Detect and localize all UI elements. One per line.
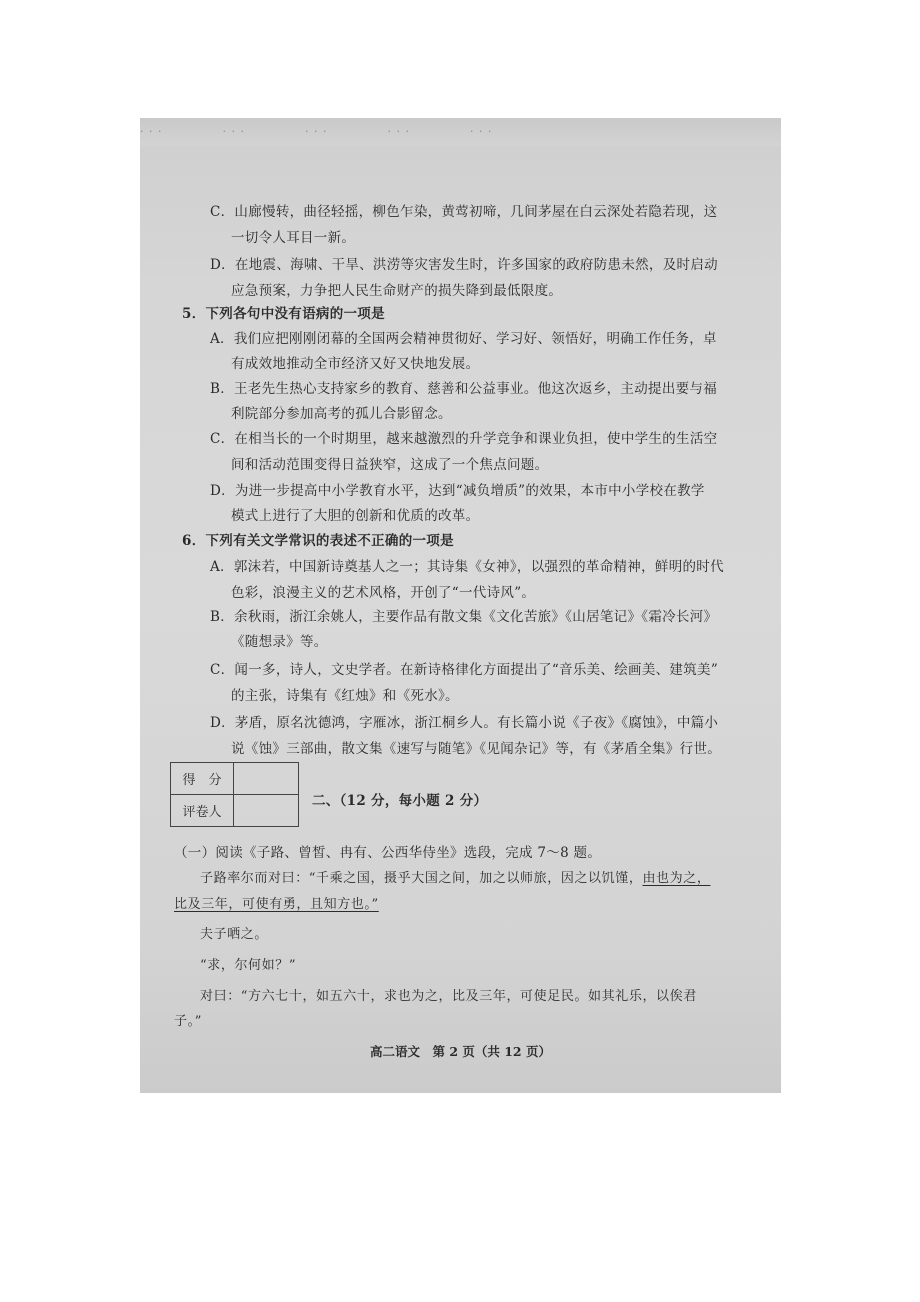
- q6-option-b-line1: B．余秋雨，浙江余姚人，主要作品有散文集《文化苦旅》《山居笔记》《霜冷长河》: [210, 609, 718, 625]
- grader-box: [234, 795, 299, 827]
- q4-option-c-line2: 一切令人耳目一新。: [231, 230, 356, 246]
- passage-line3: 夫子哂之。: [200, 927, 269, 942]
- q5-option-a-line2: 有成效地推动全市经济又好又快地发展。: [231, 356, 480, 372]
- q6-option-c-line2: 的主张，诗集有《红烛》和《死水》。: [231, 688, 459, 704]
- q4-option-d-line2: 应急预案，力争把人民生命财产的损失降到最低限度。: [231, 283, 563, 299]
- q5-option-d-line2: 模式上进行了大胆的创新和优质的改革。: [231, 508, 480, 524]
- passage-line2: 比及三年，可使有勇，且知方也。”: [174, 897, 379, 912]
- q6-option-d-line1: D．茅盾，原名沈德鸿，字雁冰，浙江桐乡人。有长篇小说《子夜》《腐蚀》，中篇小: [210, 715, 719, 731]
- q6-option-a-line2: 色彩，浪漫主义的艺术风格，开创了“一代诗风”。: [231, 585, 536, 601]
- score-box: [234, 763, 299, 795]
- q6-option-c-line1: C．闻一多，诗人，文史学者。在新诗格律化方面提出了“音乐美、绘画美、建筑美”: [210, 662, 719, 678]
- passage-line5: 对曰：“方六七十，如五六十，求也为之，比及三年，可使足民。如其礼乐，以俟君: [200, 989, 697, 1004]
- grader-label: 评卷人: [171, 795, 234, 827]
- passage-line1-underlined: 由也为之，: [642, 871, 711, 886]
- q6-option-a-line1: A．郭沫若，中国新诗奠基人之一；其诗集《女神》，以强烈的革命精神，鲜明的时代: [210, 559, 724, 575]
- q6-stem: 6．下列有关文学常识的表述不正确的一项是: [182, 533, 454, 549]
- q5-option-b-line2: 利院部分参加高考的孤儿合影留念。: [231, 406, 452, 422]
- bleed-through-text: · · · · · · · · · · · · · · ·: [140, 118, 781, 146]
- q5-stem: 5．下列各句中没有语病的一项是: [182, 306, 385, 322]
- passage-line6: 子。”: [174, 1014, 202, 1029]
- q5-option-c-line1: C．在相当长的一个时期里，越来越激烈的升学竞争和课业负担，使中学生的生活空: [210, 431, 718, 447]
- q4-option-d-line1: D．在地震、海啸、干旱、洪涝等灾害发生时，许多国家的政府防患未然，及时启动: [210, 257, 718, 273]
- reading-intro: （一）阅读《子路、曾皙、冉有、公西华侍坐》选段，完成 7～8 题。: [174, 845, 602, 861]
- section2-heading: 二、（12 分，每小题 2 分）: [312, 793, 488, 809]
- score-label: 得 分: [171, 763, 234, 795]
- score-table: [170, 762, 299, 827]
- q5-option-c-line2: 间和活动范围变得日益狭窄，这成了一个焦点问题。: [231, 457, 549, 473]
- q5-option-b-line1: B．王老先生热心支持家乡的教育、慈善和公益事业。他这次返乡，主动提出要与福: [210, 381, 718, 397]
- page-footer: 高二语文 第 2 页（共 12 页）: [369, 1044, 551, 1059]
- q6-option-d-line2: 说《蚀》三部曲，散文集《速写与随笔》《见闻杂记》等，有《茅盾全集》行世。: [231, 741, 722, 757]
- passage-line4: “求，尔何如？”: [200, 958, 297, 973]
- passage-line1: [200, 870, 710, 888]
- q4-option-c-line1: C．山廊慢转，曲径轻摇，柳色乍染，黄莺初啼，几间茅屋在白云深处若隐若现，这: [210, 204, 718, 220]
- q6-option-b-line2: 《随想录》等。: [231, 634, 328, 650]
- q5-option-a-line1: A．我们应把刚刚闭幕的全国两会精神贯彻好、学习好、领悟好，明确工作任务，卓: [210, 331, 717, 347]
- q5-option-d-line1: D．为进一步提高中小学教育水平，达到“减负增质”的效果，本市中小学校在教学: [210, 483, 705, 499]
- passage-line1-text: 子路率尔而对曰：“千乘之国，摄乎大国之间，加之以师旅，因之以饥馑，: [200, 871, 643, 886]
